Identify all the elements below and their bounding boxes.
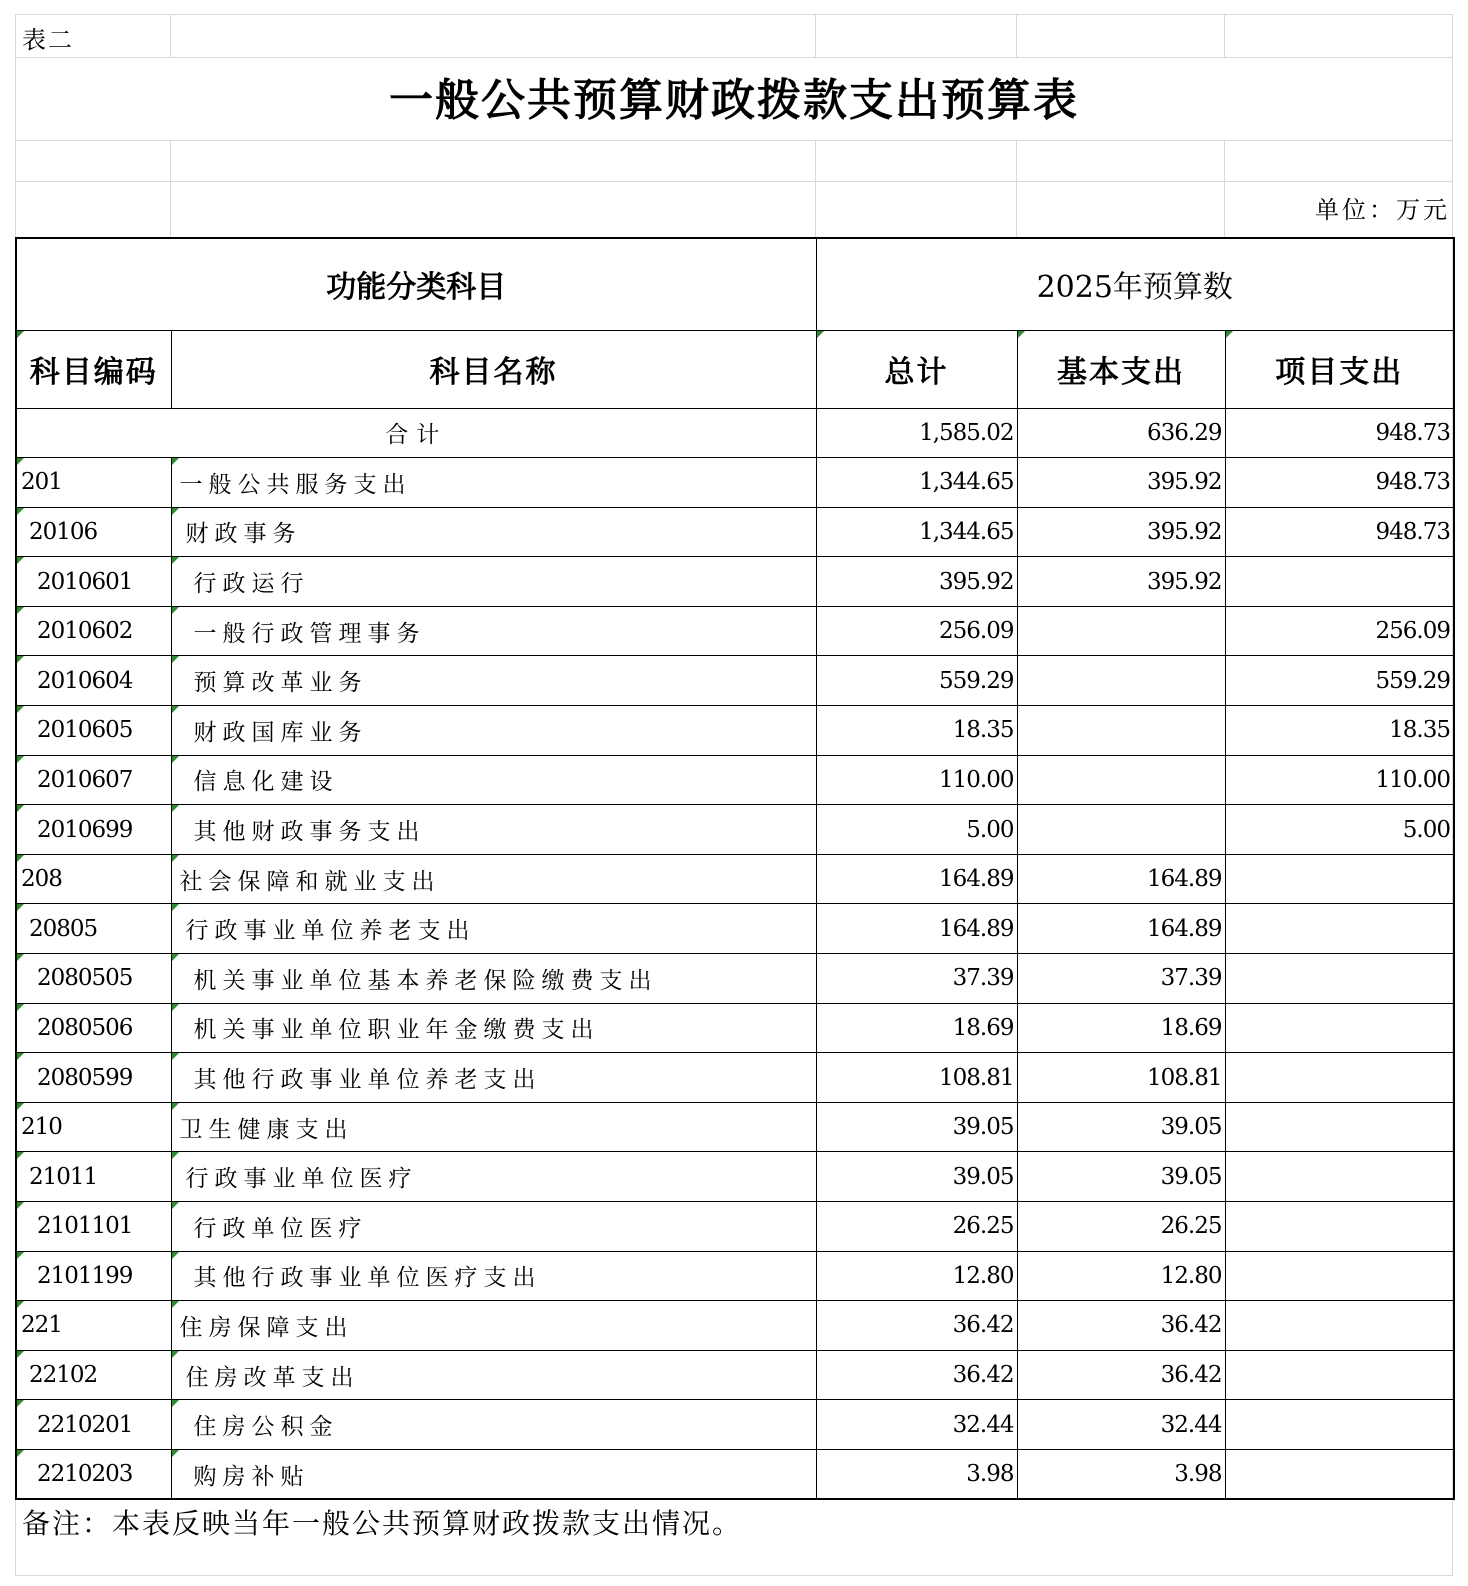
row-project bbox=[1225, 954, 1454, 1004]
code-header: 科目编码 bbox=[16, 330, 171, 408]
row-basic bbox=[1017, 755, 1225, 805]
table-row bbox=[16, 805, 1454, 855]
row-code: 2210201 bbox=[16, 1400, 171, 1450]
page-title: 一般公共预算财政拨款支出预算表 bbox=[389, 75, 1079, 126]
row-project bbox=[1225, 1449, 1454, 1499]
row-basic: 395.92 bbox=[1017, 458, 1225, 508]
row-total: 1,344.65 bbox=[816, 458, 1017, 508]
row-project bbox=[1225, 1400, 1454, 1450]
table-row bbox=[16, 1251, 1454, 1301]
row-basic: 32.44 bbox=[1017, 1400, 1225, 1450]
row-code: 2010602 bbox=[16, 606, 171, 656]
row-code: 2010699 bbox=[16, 805, 171, 855]
table-row bbox=[16, 507, 1454, 557]
table-row bbox=[16, 656, 1454, 706]
table-row bbox=[16, 1400, 1454, 1450]
row-project bbox=[1225, 904, 1454, 954]
summary-row bbox=[16, 408, 1454, 458]
row-name: 卫生健康支出 bbox=[171, 1102, 816, 1152]
row-basic: 39.05 bbox=[1017, 1102, 1225, 1152]
row-project bbox=[1225, 557, 1454, 607]
row-basic: 164.89 bbox=[1017, 854, 1225, 904]
gridline bbox=[15, 140, 1453, 141]
row-total: 39.05 bbox=[816, 1102, 1017, 1152]
table-row bbox=[16, 606, 1454, 656]
row-basic: 164.89 bbox=[1017, 904, 1225, 954]
row-project: 948.73 bbox=[1225, 507, 1454, 557]
row-code: 2101199 bbox=[16, 1251, 171, 1301]
gridline bbox=[15, 57, 1453, 58]
project-header: 项目支出 bbox=[1225, 330, 1454, 408]
row-project: 18.35 bbox=[1225, 706, 1454, 756]
row-basic: 12.80 bbox=[1017, 1251, 1225, 1301]
row-project bbox=[1225, 1301, 1454, 1351]
row-name: 住房保障支出 bbox=[171, 1301, 816, 1351]
row-project: 256.09 bbox=[1225, 606, 1454, 656]
row-name: 一般行政管理事务 bbox=[171, 606, 816, 656]
row-code: 20106 bbox=[16, 507, 171, 557]
row-name: 机关事业单位职业年金缴费支出 bbox=[171, 1003, 816, 1053]
row-total: 32.44 bbox=[816, 1400, 1017, 1450]
row-name: 行政事业单位养老支出 bbox=[171, 904, 816, 954]
row-basic bbox=[1017, 706, 1225, 756]
row-total: 39.05 bbox=[816, 1152, 1017, 1202]
row-name: 购房补贴 bbox=[171, 1449, 816, 1499]
row-basic bbox=[1017, 805, 1225, 855]
table-row bbox=[16, 1152, 1454, 1202]
summary-total: 1,585.02 bbox=[816, 408, 1017, 458]
table-row bbox=[16, 1449, 1454, 1499]
row-code: 22102 bbox=[16, 1350, 171, 1400]
header-row-2 bbox=[16, 330, 1454, 408]
gridline bbox=[815, 140, 816, 237]
table-row bbox=[16, 954, 1454, 1004]
row-code: 2080599 bbox=[16, 1053, 171, 1103]
row-name: 财政国库业务 bbox=[171, 706, 816, 756]
row-total: 164.89 bbox=[816, 854, 1017, 904]
row-code: 2080505 bbox=[16, 954, 171, 1004]
table-row bbox=[16, 1202, 1454, 1252]
row-total: 37.39 bbox=[816, 954, 1017, 1004]
row-name: 财政事务 bbox=[171, 507, 816, 557]
row-total: 164.89 bbox=[816, 904, 1017, 954]
row-basic: 36.42 bbox=[1017, 1301, 1225, 1351]
row-total: 26.25 bbox=[816, 1202, 1017, 1252]
table-row bbox=[16, 1350, 1454, 1400]
row-name: 行政运行 bbox=[171, 557, 816, 607]
gridline bbox=[170, 14, 171, 57]
row-project bbox=[1225, 1053, 1454, 1103]
table-row bbox=[16, 458, 1454, 508]
gridline bbox=[815, 14, 816, 57]
row-basic bbox=[1017, 656, 1225, 706]
row-project bbox=[1225, 1251, 1454, 1301]
gridline bbox=[15, 181, 1453, 182]
row-total: 395.92 bbox=[816, 557, 1017, 607]
row-code: 208 bbox=[16, 854, 171, 904]
row-code: 2101101 bbox=[16, 1202, 171, 1252]
row-basic: 36.42 bbox=[1017, 1350, 1225, 1400]
gridline bbox=[1016, 14, 1017, 57]
row-total: 18.69 bbox=[816, 1003, 1017, 1053]
row-name: 预算改革业务 bbox=[171, 656, 816, 706]
table-row bbox=[16, 755, 1454, 805]
row-total: 12.80 bbox=[816, 1251, 1017, 1301]
row-total: 1,344.65 bbox=[816, 507, 1017, 557]
row-name: 其他财政事务支出 bbox=[171, 805, 816, 855]
table-row bbox=[16, 1053, 1454, 1103]
row-project: 559.29 bbox=[1225, 656, 1454, 706]
row-total: 36.42 bbox=[816, 1301, 1017, 1351]
row-total: 36.42 bbox=[816, 1350, 1017, 1400]
row-name: 一般公共服务支出 bbox=[171, 458, 816, 508]
category-header: 功能分类科目 bbox=[16, 238, 816, 330]
row-name: 社会保障和就业支出 bbox=[171, 854, 816, 904]
summary-project: 948.73 bbox=[1225, 408, 1454, 458]
row-code: 2010607 bbox=[16, 755, 171, 805]
row-code: 2010601 bbox=[16, 557, 171, 607]
row-project bbox=[1225, 854, 1454, 904]
row-code: 201 bbox=[16, 458, 171, 508]
row-code: 210 bbox=[16, 1102, 171, 1152]
summary-basic: 636.29 bbox=[1017, 408, 1225, 458]
gridline bbox=[1016, 140, 1017, 237]
row-total: 108.81 bbox=[816, 1053, 1017, 1103]
header-row-1 bbox=[16, 238, 1454, 330]
table-row bbox=[16, 854, 1454, 904]
row-code: 2010604 bbox=[16, 656, 171, 706]
row-project bbox=[1225, 1003, 1454, 1053]
row-project bbox=[1225, 1102, 1454, 1152]
row-project: 5.00 bbox=[1225, 805, 1454, 855]
row-name: 住房改革支出 bbox=[171, 1350, 816, 1400]
name-header: 科目名称 bbox=[171, 330, 816, 408]
gridline bbox=[1224, 140, 1225, 237]
row-total: 5.00 bbox=[816, 805, 1017, 855]
row-total: 18.35 bbox=[816, 706, 1017, 756]
row-code: 2080506 bbox=[16, 1003, 171, 1053]
basic-header: 基本支出 bbox=[1017, 330, 1225, 408]
gridline bbox=[1224, 14, 1225, 57]
row-basic: 395.92 bbox=[1017, 507, 1225, 557]
budget-year-header: 2025年预算数 bbox=[816, 238, 1454, 330]
row-total: 3.98 bbox=[816, 1449, 1017, 1499]
budget-table bbox=[15, 237, 1455, 1500]
row-basic: 108.81 bbox=[1017, 1053, 1225, 1103]
table-row bbox=[16, 1301, 1454, 1351]
row-code: 20805 bbox=[16, 904, 171, 954]
row-project: 110.00 bbox=[1225, 755, 1454, 805]
total-header: 总计 bbox=[816, 330, 1017, 408]
row-project bbox=[1225, 1152, 1454, 1202]
row-basic: 26.25 bbox=[1017, 1202, 1225, 1252]
row-total: 110.00 bbox=[816, 755, 1017, 805]
table-row bbox=[16, 1003, 1454, 1053]
row-basic bbox=[1017, 606, 1225, 656]
row-name: 住房公积金 bbox=[171, 1400, 816, 1450]
row-name: 行政单位医疗 bbox=[171, 1202, 816, 1252]
row-code: 2010605 bbox=[16, 706, 171, 756]
row-code: 221 bbox=[16, 1301, 171, 1351]
row-project bbox=[1225, 1350, 1454, 1400]
row-basic: 18.69 bbox=[1017, 1003, 1225, 1053]
row-basic: 3.98 bbox=[1017, 1449, 1225, 1499]
row-basic: 39.05 bbox=[1017, 1152, 1225, 1202]
table-row bbox=[16, 1102, 1454, 1152]
row-project: 948.73 bbox=[1225, 458, 1454, 508]
row-name: 行政事业单位医疗 bbox=[171, 1152, 816, 1202]
table-row bbox=[16, 706, 1454, 756]
row-basic: 37.39 bbox=[1017, 954, 1225, 1004]
footnote: 备注：本表反映当年一般公共预算财政拨款支出情况。 bbox=[22, 1507, 743, 1540]
row-project bbox=[1225, 1202, 1454, 1252]
row-total: 256.09 bbox=[816, 606, 1017, 656]
row-name: 机关事业单位基本养老保险缴费支出 bbox=[171, 954, 816, 1004]
unit-label: 单位：万元 bbox=[1315, 196, 1450, 224]
row-name: 信息化建设 bbox=[171, 755, 816, 805]
table-row bbox=[16, 557, 1454, 607]
sheet-tag: 表二 bbox=[22, 26, 74, 54]
row-name: 其他行政事业单位养老支出 bbox=[171, 1053, 816, 1103]
summary-label: 合计 bbox=[16, 408, 816, 458]
row-code: 2210203 bbox=[16, 1449, 171, 1499]
gridline bbox=[170, 140, 171, 237]
row-basic: 395.92 bbox=[1017, 557, 1225, 607]
table-row bbox=[16, 904, 1454, 954]
row-code: 21011 bbox=[16, 1152, 171, 1202]
row-total: 559.29 bbox=[816, 656, 1017, 706]
row-name: 其他行政事业单位医疗支出 bbox=[171, 1251, 816, 1301]
